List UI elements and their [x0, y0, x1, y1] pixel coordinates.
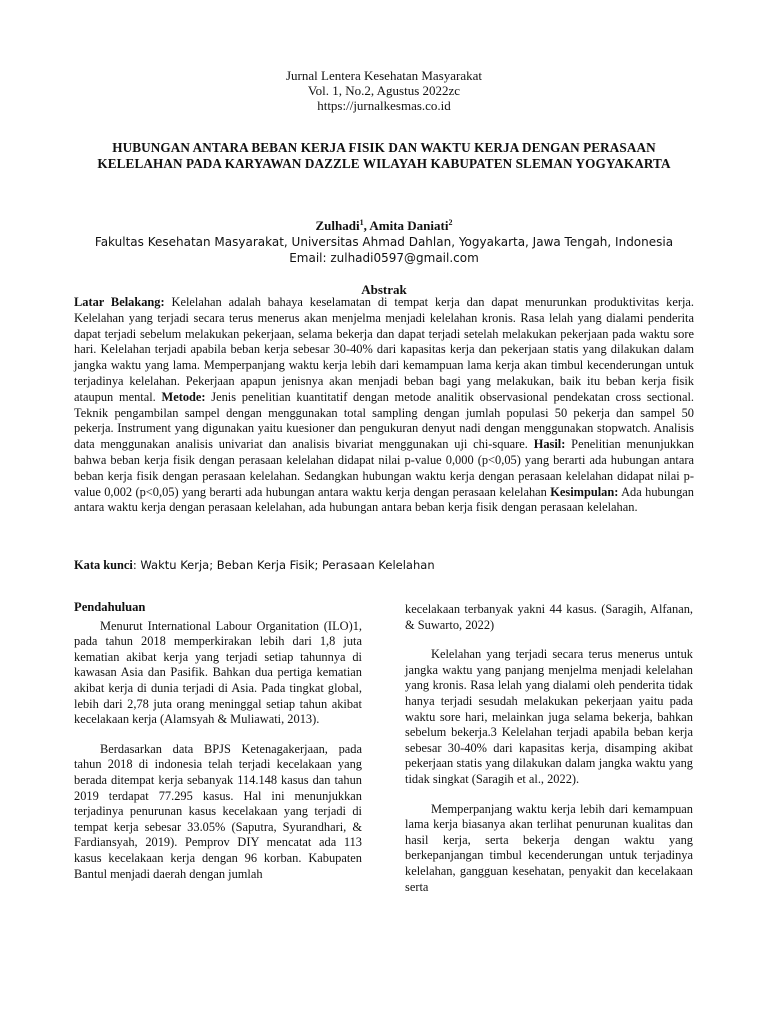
authors-block	[0, 218, 768, 266]
intro-paragraph-4: Memperpanjang waktu kerja lebih dari kemampuan lama kerja biasanya akan terlihat penurunan kualitas dan hasil kerja, serta bekerja dengan waktu yang berkepanjangan timbul kecenderungan untuk terjadinya kelelahan, gangguan kesehatan, penyakit dan kecelakaan serta	[405, 801, 693, 894]
keywords-label: Kata kunci	[74, 558, 133, 572]
abstract-conclusion-text: Ada hubungan antara waktu kerja dengan perasaan kelelahan, ada hubungan antara beban kerja fisik dengan perasaan kelelahan.	[74, 484, 695, 515]
right-column	[405, 602, 693, 909]
journal-volume: Vol. 1, No.2, Agustus 2022zc	[307, 83, 461, 98]
author-separator: ,	[363, 218, 370, 233]
abstract-background-text: Kelelahan adalah bahaya keselamatan di tempat kerja dan dapat menurunkan produktivitas kerja. Kelelahan yang terjadi secara terus menerus akan menjelma menjadi kelelahan kronis. Rasa lelah yang dialami penderita dapat terjadi sebelum melakukan pekerjaan, selama bekerja dan dapat terjadi setelah melakukan pekerjaan pada waktu sore hari. Kelelahan terjadi apabila beban kerja sebesar 30-40% dari kapasitas kerja dan pekerjaan statis yang dilakukan dalam jangka waktu yang lama. Memperpanjang waktu kerja lebih dari kemampuan lama kerja akan timbul kecenderungan untuk terjadinya kelelahan. Pekerjaan apapun jenisnya akan menjadi beban bagi yang melakukan, baik itu beban kerja fisik ataupun mental.	[74, 295, 694, 404]
intro-paragraph-2: Berdasarkan data BPJS Ketenagakerjaan, pada tahun 2018 di indonesia telah terjadi kecelakaan yang berada ditempat kerja sebanyak 114.148 kasus dan tahun 2019 terdapat 77.295 kasus. Hal ini menunjukkan terjadinya penurunan kasus kecelakaan yang terjadi di tempat kerja sebesar 33.05% (Saputra, Syurandhari, & Fardiansyah, 2019). Pemprov DIY mencatat ada 113 kasus kecelakaan kerja dengan 96 korban. Kabupaten Bantul menjadi daerah dengan jumlah	[74, 741, 362, 881]
journal-name: Jurnal Lentera Kesehatan Masyarakat	[286, 68, 482, 83]
section-heading-introduction: Pendahuluan	[74, 600, 146, 614]
abstract-conclusion-label: Kesimpulan:	[550, 484, 619, 499]
author-email: Email: zulhadi0597@gmail.com	[289, 251, 479, 265]
author-1: Zulhadi	[315, 218, 360, 233]
author-2-affiliation-mark: 2	[448, 218, 453, 227]
abstract-method-label: Metode:	[161, 389, 206, 404]
keywords-values: : Waktu Kerja; Beban Kerja Fisik; Perasaan Kelelahan	[132, 558, 435, 572]
author-names	[0, 218, 768, 234]
intro-paragraph-1: Menurut International Labour Organitation (ILO)1, pada tahun 2018 memperkirakan lebih dari 1,8 juta kematian akibat kerja yang terjadi setiap tahunnya di kawasan Asia dan Pasifik. Bahkan dua pertiga kematian akibat kerja di dunia terjadi di Asia. Pada tingkat global, lebih dari 2,78 juta orang meninggal setiap tahun akibat kecelakaan kerja (Alamsyah & Muliawati, 2013).	[74, 618, 362, 727]
author-2: Amita Daniati	[369, 218, 449, 233]
abstract-method-text: Jenis penelitian kuantitatif dengan metode analitik observasional pendekatan cross sectional. Teknik pengambilan sampel dengan menggunakan total sampling dengan jumlah populasi 50 pekerja dan sampel 50 pekerja. Instrument yang digunakan yaitu kuesioner dan pengukuran denyut nadi dengan menggunakan stopwatch. Analisis data menggunakan analisis univariat dan analisis bivariat menggunakan uji chi-square.	[74, 389, 694, 452]
abstract-body	[74, 295, 694, 516]
keywords-line	[74, 558, 694, 573]
abstract-background-label: Latar Belakang:	[74, 295, 165, 309]
abstract-heading: Abstrak	[361, 282, 407, 297]
left-column	[74, 600, 362, 896]
paper-title: HUBUNGAN ANTARA BEBAN KERJA FISIK DAN WAKTU KERJA DENGAN PERASAAN KELELAHAN PADA KARYAWAN DAZZLE WILAYAH KABUPATEN SLEMAN YOGYAKARTA	[97, 140, 671, 171]
abstract-result-text: Penelitian menunjukkan bahwa beban kerja fisik dengan perasaan kelelahan didapat nilai p-value 0,000 (p<0,05) yang berarti ada hubungan antara beban kerja fisik dengan perasaan kelelahan. Sedangkan hubungan waktu kerja dengan perasaan kelelahan didapat nilai p-value 0,002 (p<0,05) yang berarti ada hubungan antara waktu kerja dengan perasaan kelelahan	[74, 437, 694, 499]
journal-url: https://jurnalkesmas.co.id	[317, 98, 451, 113]
intro-paragraph-2-continued: kecelakaan terbanyak yakni 44 kasus. (Saragih, Alfanan, & Suwarto, 2022)	[405, 602, 693, 632]
author-affiliation: Fakultas Kesehatan Masyarakat, Universitas Ahmad Dahlan, Yogyakarta, Jawa Tengah, Indonesia	[94, 235, 674, 249]
journal-header	[0, 68, 768, 113]
intro-paragraph-3: Kelelahan yang terjadi secara terus menerus untuk jangka waktu yang panjang menjelma menjadi kelelahan yang kronis. Rasa lelah yang dialami oleh penderita tidak hanya terjadi sesudah melakukan pekerjaan yaitu pada waktu sore hari, melainkan juga selama bekerja, bahkan sebelum bekerja.3 Kelelahan terjadi apabila beban kerja sebesar 30-40% dari kapasitas kerja, disamping akibat pekerjaan statis yang dilakukan dalam jangka waktu yang tidak singkat (Saragih et al., 2022).	[405, 647, 693, 786]
author-1-affiliation-mark: 1	[359, 218, 364, 227]
abstract-result-label: Hasil:	[533, 437, 566, 452]
